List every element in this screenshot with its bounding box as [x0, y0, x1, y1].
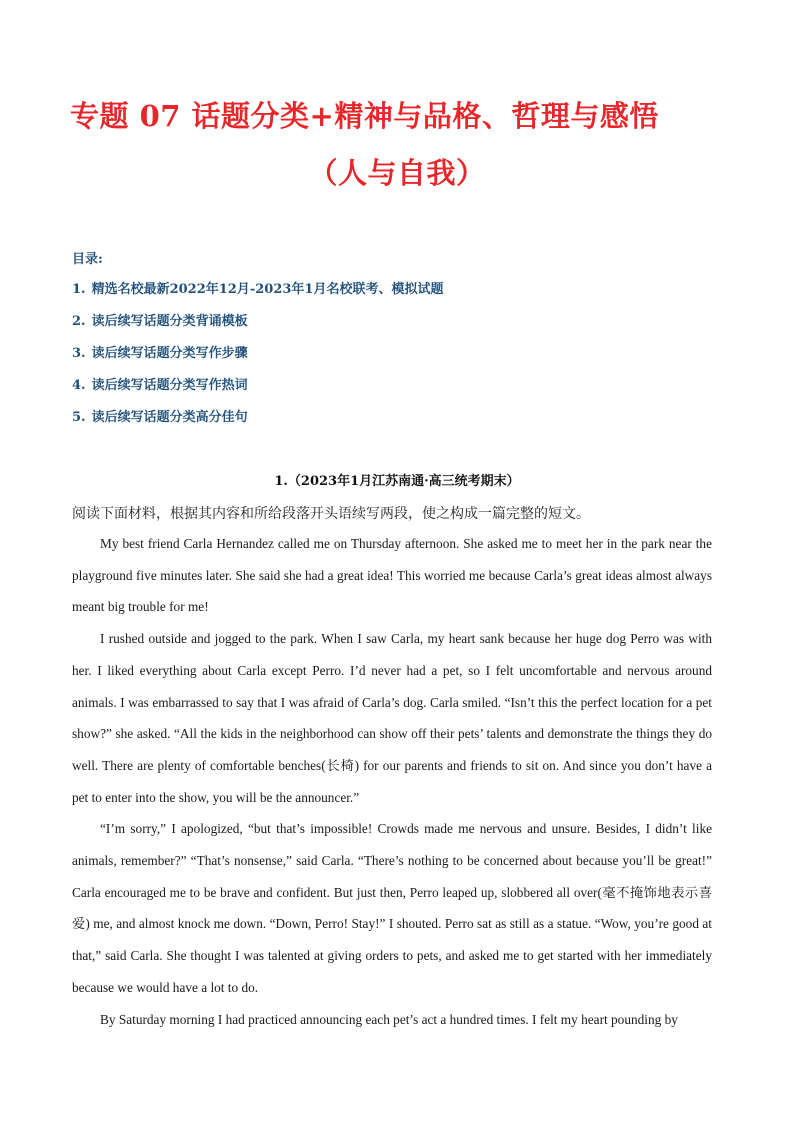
table-of-contents	[72, 278, 443, 438]
passage-paragraph: My best friend Carla Hernandez called me on Thursday afternoon. She asked me to meet her in the park near the playground five minutes later. She said she had a great idea! This worried me because Carla’s great ideas almost always meant big trouble for me!	[72, 536, 712, 615]
toc-item[interactable]	[72, 278, 443, 310]
passage-paragraph: “I’m sorry,” I apologized, “but that’s impossible! Crowds made me nervous and unsure. Besides, I didn’t like animals, remember?” “That’s nonsense,” said Carla. “There’s nothing to be concerned about because you’ll be great!” Carla encouraged me to be brave and confident. But just then, Perro leaped up, slobbered all over(毫不掩饰地表示喜爱) me, and almost knock me down. “Down, Perro! Stay!” I shouted. Perro sat as still as a statue. “Wow, you’re good at that,” said Carla. She thought I was talented at giving orders to pets, and asked me to get started with her immediately because we would have a lot to do.	[72, 821, 712, 995]
toc-item-number: 1.	[72, 282, 86, 297]
toc-item-number: 4.	[72, 378, 86, 393]
instruction-text: 阅读下面材料，根据其内容和所给段落开头语续写两段，使之构成一篇完整的短文。	[72, 506, 590, 522]
document-subtitle: （人与自我）	[308, 156, 486, 190]
toc-item-number: 2.	[72, 314, 86, 329]
toc-item-text: 读后续写话题分类写作步骤	[91, 346, 248, 361]
toc-label: 目录:	[72, 252, 103, 267]
toc-item-text: 精选名校最新2022年12月-2023年1月名校联考、模拟试题	[91, 282, 444, 297]
passage-body	[72, 528, 712, 1035]
toc-item[interactable]	[72, 374, 443, 406]
toc-item[interactable]	[72, 406, 443, 438]
toc-item-number: 3.	[72, 346, 86, 361]
toc-item-text: 读后续写话题分类写作热词	[91, 378, 248, 393]
toc-item-text: 读后续写话题分类背诵模板	[91, 314, 248, 329]
section-heading: 1.（2023年1月江苏南通·高三统考期末）	[274, 474, 520, 489]
passage-paragraph: By Saturday morning I had practiced announcing each pet’s act a hundred times. I felt my heart pounding by	[100, 1011, 678, 1027]
toc-item[interactable]	[72, 342, 443, 374]
document-title: 专题 07 话题分类+精神与品格、哲理与感悟	[70, 99, 659, 133]
toc-item-text: 读后续写话题分类高分佳句	[91, 410, 248, 425]
passage-paragraph: I rushed outside and jogged to the park. When I saw Carla, my heart sank because her huge dog Perro was with her. I liked everything about Carla except Perro. I’d never had a pet, so I felt uncomfortable and nervous around animals. I was embarrassed to say that I was afraid of Carla’s dog. Carla smiled. “Isn’t this the perfect location for a pet show?” she asked. “All the kids in the neighborhood can show off their pets’ talents and demonstrate the things they do well. There are plenty of comfortable benches(长椅) for our parents and friends to sit on. And since you don’t have a pet to enter into the show, you will be the announcer.”	[72, 631, 712, 805]
toc-item-number: 5.	[72, 410, 86, 425]
toc-item[interactable]	[72, 310, 443, 342]
